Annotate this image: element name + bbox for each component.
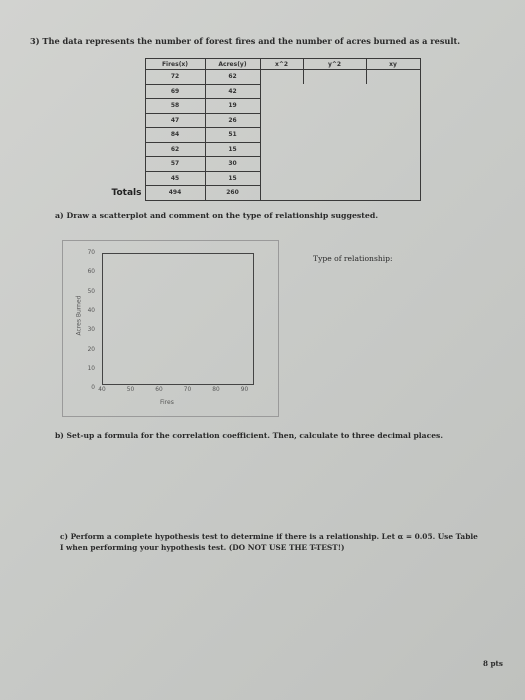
table-row bbox=[70, 142, 420, 157]
row-spacer bbox=[70, 128, 145, 143]
acres-cell: 15 bbox=[205, 142, 260, 157]
fires-cell: 58 bbox=[145, 99, 205, 114]
y-tick-label: 30 bbox=[87, 327, 95, 334]
y-tick-label: 40 bbox=[87, 307, 95, 314]
y-tick-label: 60 bbox=[87, 269, 95, 276]
fires-cell: 57 bbox=[145, 157, 205, 172]
empty-work-area[interactable] bbox=[260, 99, 420, 114]
table-row bbox=[70, 84, 420, 99]
points-label: 8 pts bbox=[483, 659, 503, 668]
empty-work-area[interactable] bbox=[260, 186, 420, 201]
y-tick-label: 10 bbox=[87, 365, 95, 372]
row-spacer bbox=[70, 99, 145, 114]
relationship-label: Type of relationship: bbox=[313, 254, 393, 263]
totals-label: Totals bbox=[111, 187, 142, 198]
empty-work-area[interactable] bbox=[260, 84, 420, 99]
xy-cell[interactable] bbox=[366, 70, 420, 85]
fires-cell: 45 bbox=[145, 171, 205, 186]
y-tick-label: 20 bbox=[87, 346, 95, 353]
fires-total: 494 bbox=[145, 186, 205, 201]
acres-cell: 42 bbox=[205, 84, 260, 99]
x-tick-label: 90 bbox=[240, 387, 249, 393]
header-spacer bbox=[70, 59, 145, 70]
x-tick-label: 70 bbox=[183, 387, 192, 393]
part-a-question: a) Draw a scatterplot and comment on the type of relationship suggested. bbox=[55, 211, 379, 220]
fires-cell: 84 bbox=[145, 128, 205, 143]
x-tick-label: 50 bbox=[126, 387, 135, 393]
y-tick-label: 50 bbox=[87, 288, 95, 295]
column-header: xy bbox=[366, 59, 420, 70]
table-header-row bbox=[70, 59, 420, 70]
column-header: Acres(y) bbox=[205, 59, 260, 70]
row-spacer bbox=[70, 142, 145, 157]
data-table bbox=[70, 58, 421, 201]
scatterplot-area[interactable] bbox=[102, 253, 254, 385]
part-b-question: b) Set-up a formula for the correlation coefficient. Then, calculate to three decimal places. bbox=[55, 431, 443, 440]
table-row bbox=[70, 99, 420, 114]
row-spacer bbox=[70, 84, 145, 99]
table-row bbox=[70, 128, 420, 143]
y-tick-label: 70 bbox=[87, 250, 95, 256]
table-row bbox=[70, 113, 420, 128]
acres-total: 260 bbox=[205, 186, 260, 201]
part-c-question: c) Perform a complete hypothesis test to determine if there is a relationship. Let α = 0.05. Use Table I when performing your hypothesis test. (DO NOT USE THE T-TEST!) bbox=[60, 532, 478, 552]
y-axis-label: Acres Burned bbox=[75, 295, 83, 336]
acres-cell: 62 bbox=[205, 70, 260, 85]
fires-cell: 72 bbox=[145, 70, 205, 85]
empty-work-area[interactable] bbox=[260, 128, 420, 143]
x-axis-label: Fires bbox=[160, 399, 174, 406]
empty-work-area[interactable] bbox=[260, 157, 420, 172]
totals-row bbox=[70, 186, 420, 201]
empty-work-area[interactable] bbox=[260, 113, 420, 128]
acres-cell: 19 bbox=[205, 99, 260, 114]
empty-work-area[interactable] bbox=[260, 142, 420, 157]
row-spacer bbox=[70, 171, 145, 186]
column-header: y^2 bbox=[303, 59, 366, 70]
acres-cell: 51 bbox=[205, 128, 260, 143]
row-spacer bbox=[70, 157, 145, 172]
x-tick-label: 60 bbox=[155, 387, 163, 393]
fires-cell: 69 bbox=[145, 84, 205, 99]
acres-cell: 26 bbox=[205, 113, 260, 128]
x-tick-label: 40 bbox=[98, 387, 106, 393]
acres-cell: 30 bbox=[205, 157, 260, 172]
column-header: x^2 bbox=[260, 59, 303, 70]
table-row bbox=[70, 171, 420, 186]
column-header: Fires(x) bbox=[145, 59, 205, 70]
acres-cell: 15 bbox=[205, 171, 260, 186]
fires-cell: 47 bbox=[145, 113, 205, 128]
y-squared-cell[interactable] bbox=[303, 70, 366, 85]
fires-cell: 62 bbox=[145, 142, 205, 157]
row-spacer bbox=[70, 113, 145, 128]
empty-work-area[interactable] bbox=[260, 171, 420, 186]
row-spacer bbox=[70, 70, 145, 85]
problem-heading: 3) The data represents the number of forest fires and the number of acres burned as a result. bbox=[30, 36, 461, 46]
y-tick-label: 0 bbox=[91, 385, 95, 392]
x-squared-cell[interactable] bbox=[260, 70, 303, 85]
table-row bbox=[70, 157, 420, 172]
x-tick-label: 80 bbox=[212, 387, 220, 393]
table-row bbox=[70, 70, 420, 85]
